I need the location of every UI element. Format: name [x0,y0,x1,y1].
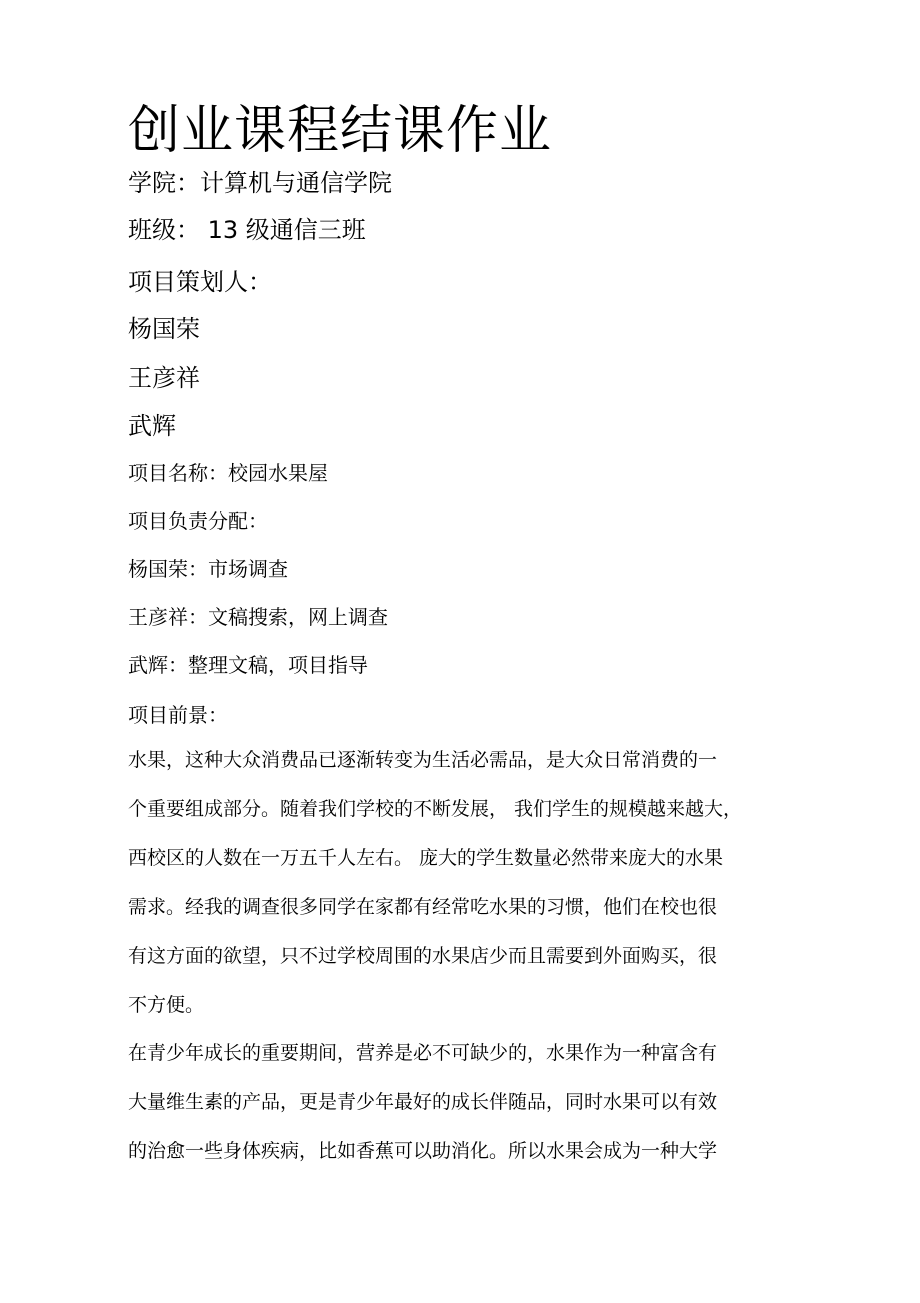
paragraph-line: 有这方面的欲望，只不过学校周围的水果店少而且需要到外面购买，很 [128,945,718,967]
paragraph-line: 需求。经我的调查很多同学在家都有经常吃水果的习惯，他们在校也很 [128,896,718,918]
project-name-line: 项目名称：校园水果屋 [128,461,328,485]
class-line: 班级： 13 级通信三班 [128,216,366,244]
paragraph-line: 的治愈一些身体疾病，比如香蕉可以助消化。所以水果会成为一种大学 [128,1140,718,1162]
paragraph-line: 在青少年成长的重要期间，营养是必不可缺少的，水果作为一种富含有 [128,1042,718,1064]
assignment-label: 项目负责分配： [128,509,268,533]
document-title: 创业课程结课作业 [128,101,553,161]
planner-name: 武辉 [128,412,176,440]
paragraph-line: 西校区的人数在一万五千人左右。 庞大的学生数量必然带来庞大的水果 [128,847,724,869]
paragraph-line: 不方便。 [128,994,205,1016]
planner-name: 杨国荣 [128,315,200,343]
prospect-label: 项目前景： [128,703,228,727]
planners-label: 项目策划人： [128,268,272,296]
assignment-item: 杨国荣：市场调查 [128,557,288,581]
prospect-paragraph-2 [128,1029,788,1176]
paragraph-line: 水果，这种大众消费品已逐渐转变为生活必需品，是大众日常消费的一 [128,749,718,771]
paragraph-line: 个重要组成部分。随着我们学校的不断发展， 我们学生的规模越来越大， [128,798,743,820]
planner-name: 王彦祥 [128,364,200,392]
prospect-paragraph-1 [128,736,788,1030]
assignment-item: 武辉：整理文稿，项目指导 [128,653,368,677]
assignment-item: 王彦祥：文稿搜索，网上调查 [128,605,388,629]
paragraph-line: 大量维生素的产品，更是青少年最好的成长伴随品，同时水果可以有效 [128,1091,718,1113]
college-line: 学院：计算机与通信学院 [128,169,392,197]
